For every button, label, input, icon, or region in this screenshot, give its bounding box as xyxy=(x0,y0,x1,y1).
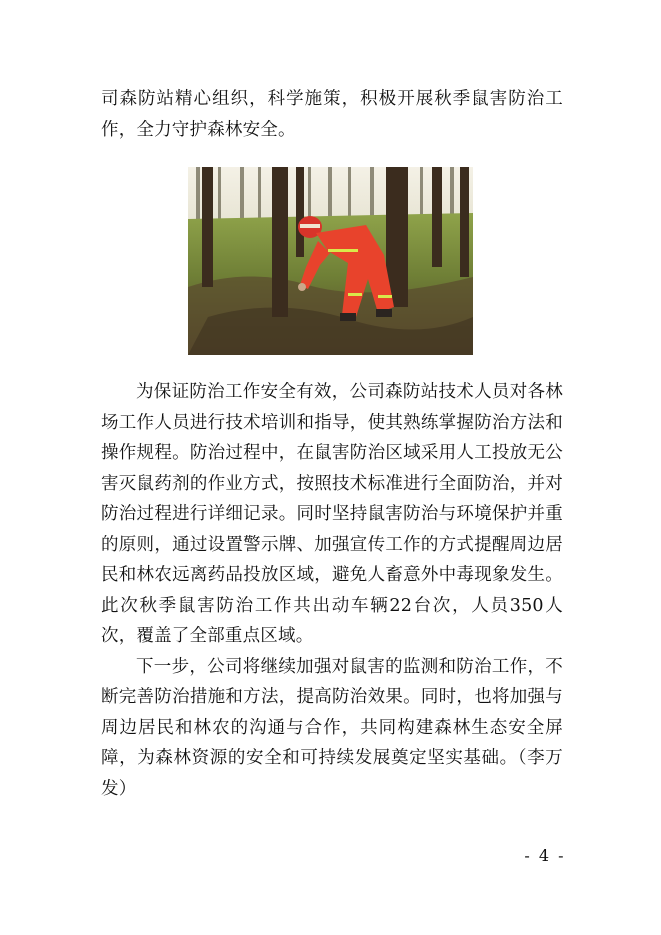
body-text xyxy=(101,377,563,804)
intro-text: 司森防站精心组织，科学施策，积极开展秋季鼠害防治工作，全力守护森林安全。 xyxy=(101,89,563,140)
body-paragraph-2: 下一步，公司将继续加强对鼠害的监测和防治工作，不断完善防治措施和方法，提高防治效果。同时，也将加强与周边居民和林农的沟通与合作，共同构建森林生态安全屏障，为森林资源的安全和可持续发展奠定坚实基础。（李万发） xyxy=(101,656,563,799)
intro-paragraph xyxy=(101,84,563,145)
page-number: - 4 - xyxy=(524,846,566,865)
forest-photo xyxy=(188,167,473,355)
body-paragraph-1: 为保证防治工作安全有效，公司森防站技术人员对各林场工作人员进行技术培训和指导，使其熟练掌握防治方法和操作规程。防治过程中，在鼠害防治区域采用人工投放无公害灭鼠药剂的作业方式，按照技术标准进行全面防治，并对防治过程进行详细记录。同时坚持鼠害防治与环境保护并重的原则，通过设置警示牌、加强宣传工作的方式提醒周边居民和林农远离药品投放区域，避免人畜意外中毒现象发生。此次秋季鼠害防治工作共出动车辆22台次，人员350人次，覆盖了全部重点区域。 xyxy=(101,382,563,646)
